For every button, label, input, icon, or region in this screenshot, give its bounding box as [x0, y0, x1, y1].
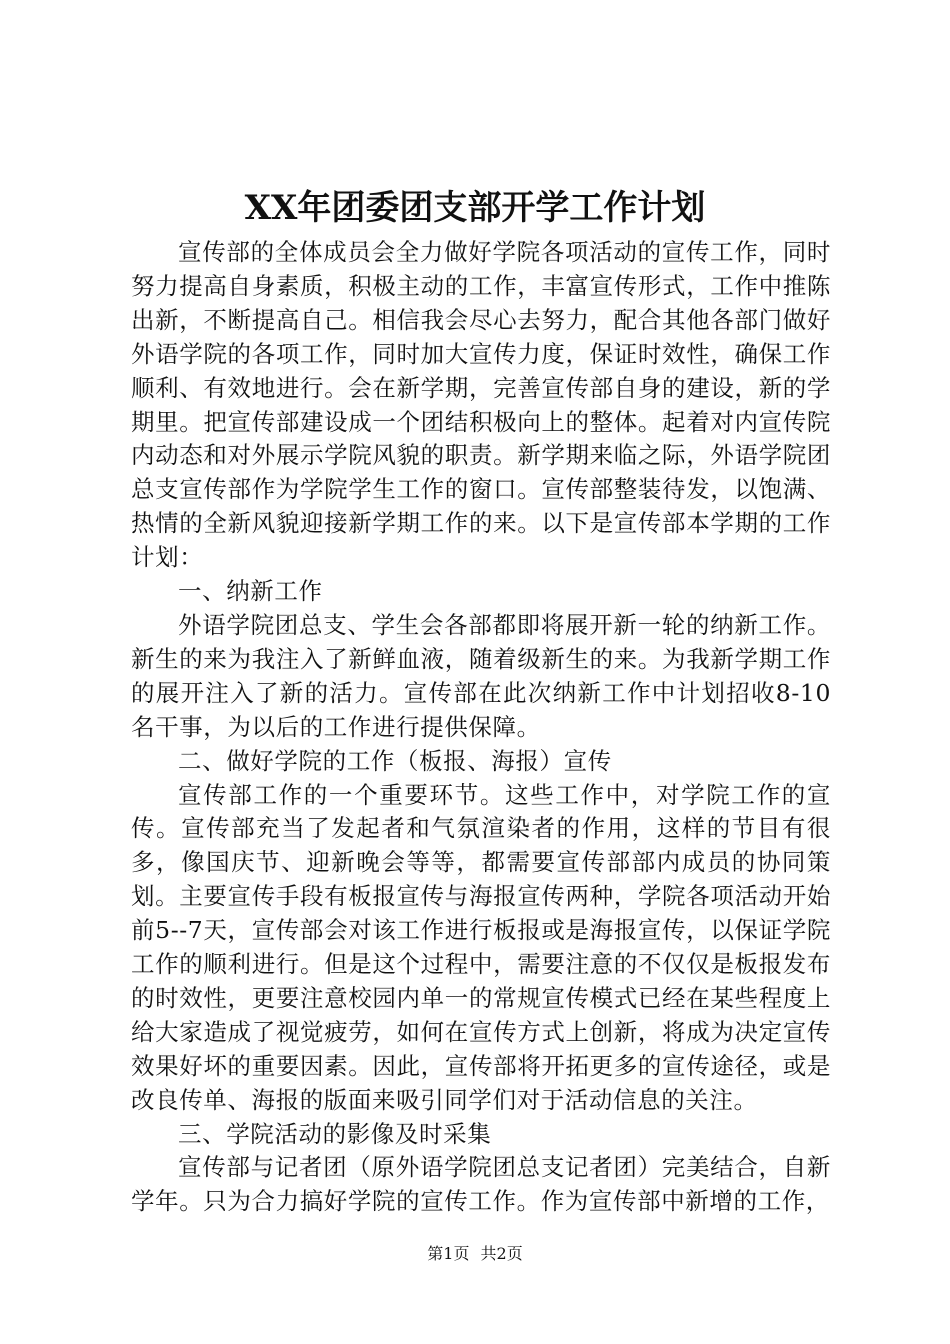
body-paragraph: 宣传部的全体成员会全力做好学院各项活动的宣传工作，同时努力提高自身素质，积极主动的工作，丰富宣传形式，工作中推陈出新，不断提高自己。相信我会尽心去努力，配合其他各部门做好外语学院的各项工作，同时加大宣传力度，保证时效性，确保工作顺利、有效地进行。会在新学期，完善宣传部自身的建设，新的学期里。把宣传部建设成一个团结积极向上的整体。起着对内宣传院内动态和对外展示学院风貌的职责。新学期来临之际，外语学院团总支宣传部作为学院学生工作的窗口。宣传部整装待发，以饱满、热情的全新风貌迎接新学期工作的来。以下是宣传部本学期的工作计划：: [131, 238, 831, 572]
body-paragraph: 外语学院团总支、学生会各部都即将展开新一轮的纳新工作。新生的来为我注入了新鲜血液，随着级新生的来。为我新学期工作的展开注入了新的活力。宣传部在此次纳新工作中计划招收8-10名干事，为以后的工作进行提供保障。: [131, 610, 831, 741]
body-paragraph: 宣传部与记者团（原外语学院团总支记者团）完美结合，自新学年。只为合力搞好学院的宣传工作。作为宣传部中新增的工作，: [131, 1153, 831, 1216]
section-heading-recruitment: 一、纳新工作: [178, 577, 323, 606]
body-paragraph: 宣传部工作的一个重要环节。这些工作中，对学院工作的宣传。宣传部充当了发起者和气氛渲染者的作用，这样的节目有很多，像国庆节、迎新晚会等等，都需要宣传部部内成员的协同策划。主要宣传手段有板报宣传与海报宣传两种，学院各项活动开始前5--7天，宣传部会对该工作进行板报或是海报宣传，以保证学院工作的顺利进行。但是这个过程中，需要注意的不仅仅是板报发布的时效性，更要注意校园内单一的常规宣传模式已经在某些程度上给大家造成了视觉疲劳，如何在宣传方式上创新，将成为决定宣传效果好坏的重要因素。因此，宣传部将开拓更多的宣传途径，或是改良传单、海报的版面来吸引同学们对于活动信息的关注。: [131, 780, 831, 1114]
section-heading-image-collection: 三、学院活动的影像及时采集: [178, 1119, 492, 1148]
page-number: 第1页: [427, 1244, 470, 1263]
page-total: 共2页: [480, 1244, 523, 1263]
page-footer: [0, 1244, 950, 1264]
document-body: [131, 236, 831, 1219]
document-title: XX年团委团支部开学工作计划: [244, 188, 706, 228]
section-heading-publicity: 二、做好学院的工作（板报、海报）宣传: [178, 746, 612, 775]
